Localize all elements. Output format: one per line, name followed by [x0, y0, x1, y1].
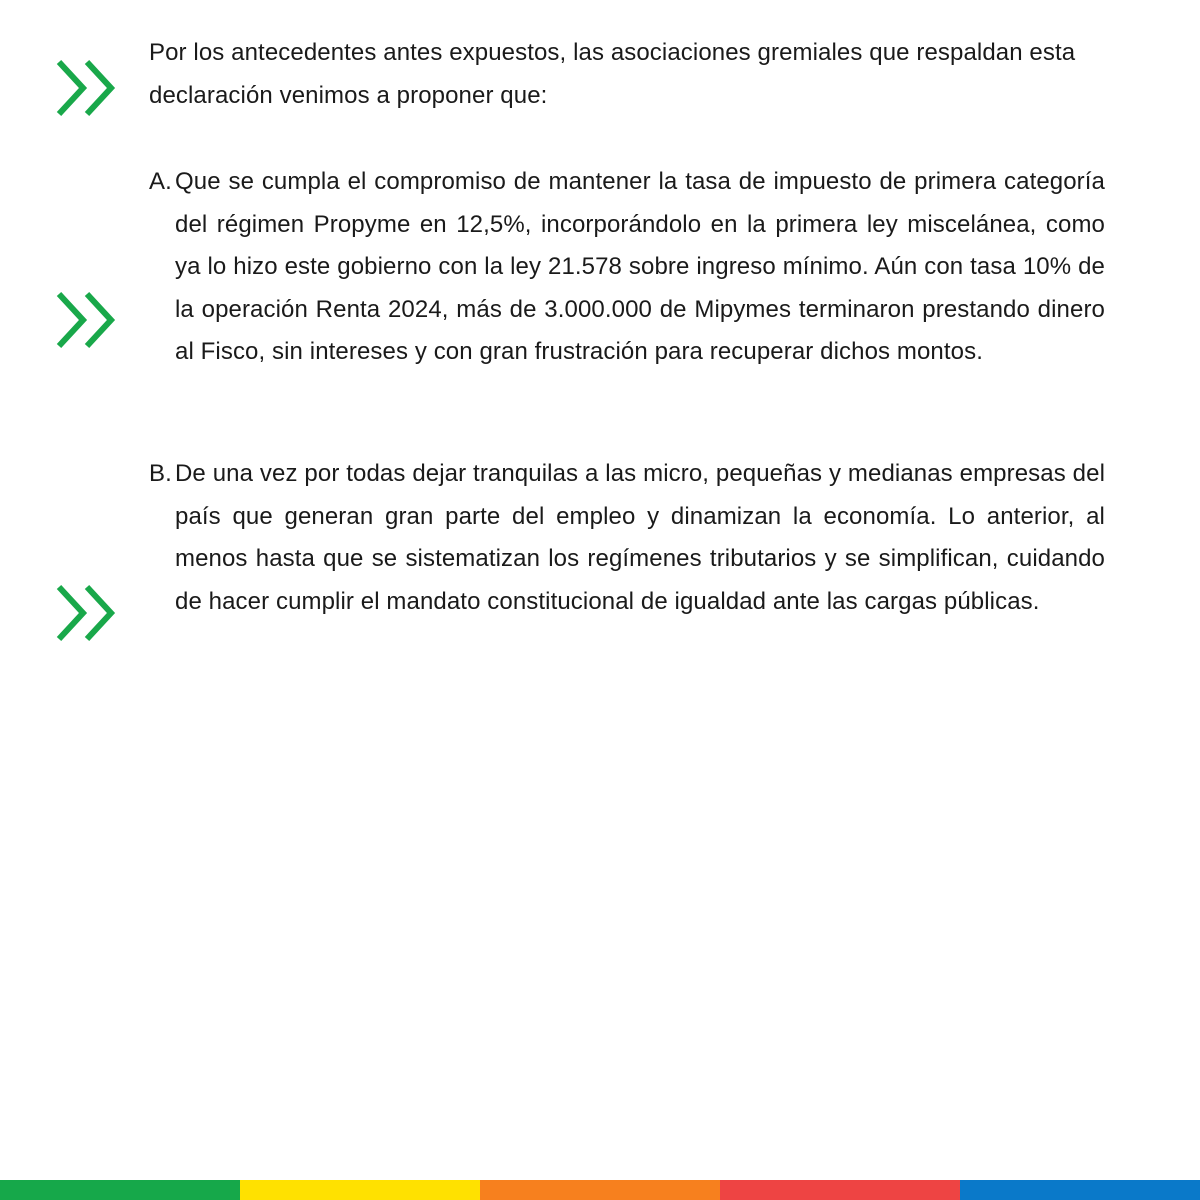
- stripe-green: [0, 1180, 240, 1200]
- list-marker: B.: [149, 460, 172, 487]
- stripe-blue: [960, 1180, 1200, 1200]
- list-item-a: [149, 161, 1105, 374]
- list-marker: A.: [149, 168, 172, 195]
- list-item-b: [149, 453, 1105, 623]
- color-stripe-footer: [0, 1180, 1200, 1200]
- stripe-yellow: [240, 1180, 480, 1200]
- double-chevron-right-icon: [55, 58, 121, 118]
- list-item-text: Que se cumpla el compromiso de mantener la tasa de impuesto de primera categoría del régimen Propyme en 12,5%, incorporándolo en la primera ley miscelánea, como ya lo hizo este gobierno con la ley 21.578 sobre ingreso mínimo. Aún con tasa 10% de la operación Renta 2024, más de 3.000.000 de Mipymes terminaron prestando dinero al Fisco, sin intereses y con gran frustración para recuperar dichos montos.: [175, 168, 1105, 365]
- stripe-red: [720, 1180, 960, 1200]
- double-chevron-right-icon: [55, 290, 121, 350]
- intro-paragraph: Por los antecedentes antes expuestos, las asociaciones gremiales que respaldan esta declaración venimos a proponer que:: [149, 39, 1076, 109]
- list-item-text: De una vez por todas dejar tranquilas a las micro, pequeñas y medianas empresas del país que generan gran parte del empleo y dinamizan la economía. Lo anterior, al menos hasta que se sistematizan los regímenes tributarios y se simplifican, cuidando de hacer cumplir el mandato constitucional de igualdad ante las cargas públicas.: [175, 460, 1105, 615]
- double-chevron-right-icon: [55, 583, 121, 643]
- stripe-orange: [480, 1180, 720, 1200]
